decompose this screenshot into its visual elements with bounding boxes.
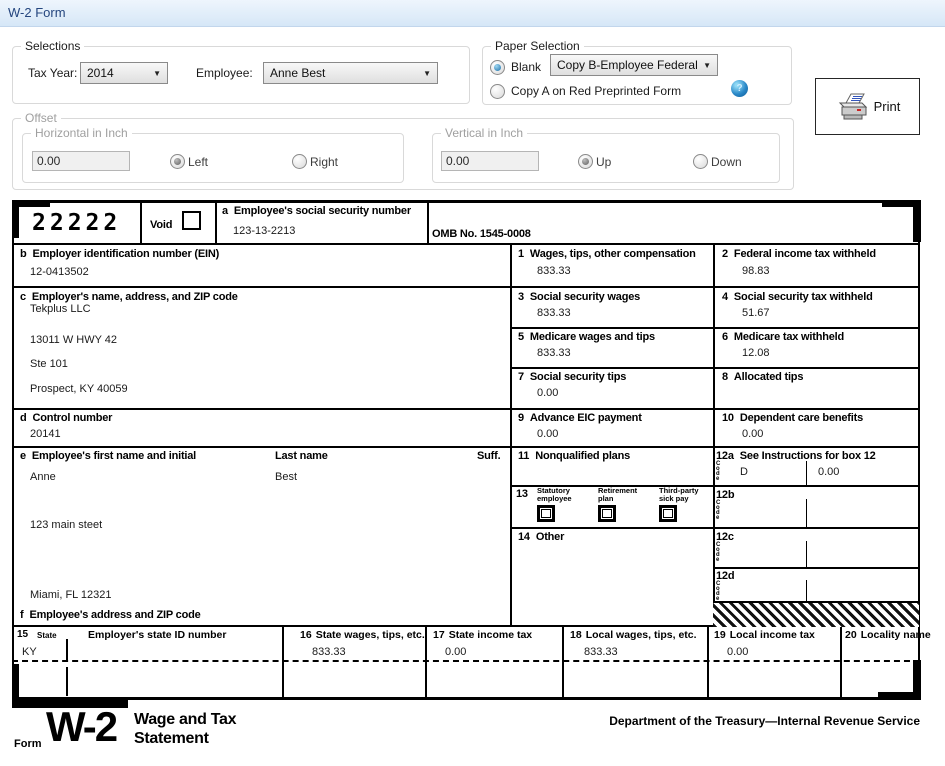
divider: [12, 408, 920, 410]
up-radio[interactable]: [578, 154, 593, 169]
form-title-line-2: Statement: [134, 730, 209, 747]
box-b-label: b Employer identification number (EIN): [20, 248, 220, 260]
up-radio-label: Up: [596, 155, 612, 169]
box-2-label: 2 Federal income tax withheld: [722, 248, 876, 260]
copy-type-value: Copy B-Employee Federal: [557, 58, 698, 72]
corner-mark: [878, 692, 921, 700]
employee-city: Miami, FL 12321: [30, 589, 112, 601]
box-15-label: 15: [17, 629, 29, 640]
last-name-label: Last name: [275, 450, 328, 462]
box-4-value: 51.67: [742, 307, 770, 319]
employer-address-2: Ste 101: [30, 358, 68, 370]
divider: [806, 499, 807, 527]
retirement-plan-checkbox: [598, 505, 616, 522]
divider: [12, 200, 920, 203]
dashed-divider: [12, 660, 920, 662]
printer-icon: [835, 91, 871, 123]
chevron-down-icon: ▼: [153, 68, 161, 78]
suffix-label: Suff.: [477, 450, 501, 462]
state-sub-label: State: [37, 631, 57, 640]
box-c-label: c Employer's name, address, and ZIP code: [20, 291, 238, 303]
box-17-label: 17 State income tax: [433, 629, 533, 641]
statutory-employee-label: Statutory employee: [537, 486, 572, 503]
help-icon[interactable]: ?: [731, 80, 748, 97]
employee-first-name: Anne: [30, 471, 56, 483]
down-radio[interactable]: [693, 154, 708, 169]
copy-a-radio[interactable]: [490, 84, 505, 99]
corner-mark: [12, 200, 19, 238]
retirement-plan-label: Retirement plan: [598, 486, 638, 503]
divider: [425, 625, 427, 698]
divider: [12, 200, 14, 700]
copy-type-select[interactable]: [550, 54, 718, 76]
box-a-label: a Employee's social security number: [222, 205, 411, 217]
box-15-state-value: KY: [22, 646, 37, 658]
box-2-value: 98.83: [742, 265, 770, 277]
box-12d-label: 12d: [716, 570, 735, 582]
horizontal-offset-input[interactable]: [32, 151, 130, 171]
divider: [427, 200, 429, 245]
box-14-label: 14 Other: [518, 531, 565, 543]
left-radio[interactable]: [170, 154, 185, 169]
chevron-down-icon: ▼: [423, 68, 431, 78]
tax-year-select[interactable]: [80, 62, 168, 84]
box-3-label: 3 Social security wages: [518, 291, 641, 303]
box-d-label: d Control number: [20, 412, 113, 424]
divider: [510, 327, 920, 329]
offset-group-label: Offset: [21, 111, 61, 125]
employer-address-1: 13011 W HWY 42: [30, 334, 118, 346]
divider: [707, 625, 709, 698]
treasury-label: Department of the Treasury—Internal Revenue Service: [609, 714, 920, 728]
employer-city: Prospect, KY 40059: [30, 383, 128, 395]
box-18-value: 833.33: [584, 646, 618, 658]
void-checkbox: [182, 211, 201, 230]
form-number: W-2: [46, 703, 117, 750]
divider: [12, 697, 920, 700]
copy-a-radio-label: Copy A on Red Preprinted Form: [511, 84, 682, 98]
statutory-employee-checkbox: [537, 505, 555, 522]
box-a-value: 123-13-2213: [233, 225, 296, 237]
blank-radio-label: Blank: [511, 60, 542, 74]
box-10-label: 10 Dependent care benefits: [722, 412, 864, 424]
divider: [713, 243, 715, 603]
divider: [713, 567, 920, 569]
paper-selection-group-label: Paper Selection: [491, 39, 584, 53]
box-7-value: 0.00: [537, 387, 559, 399]
box-11-label: 11 Nonqualified plans: [518, 450, 631, 462]
selections-group-label: Selections: [21, 39, 84, 53]
down-radio-label: Down: [711, 155, 742, 169]
box-16-label: 16 State wages, tips, etc.: [300, 629, 425, 641]
box-6-value: 12.08: [742, 347, 770, 359]
box-12c-label: 12c: [716, 531, 734, 543]
window-title-bar: [0, 0, 945, 27]
box-10-value: 0.00: [742, 428, 764, 440]
employee-address: 123 main steet: [30, 519, 103, 531]
employee-select[interactable]: [263, 62, 438, 84]
horizontal-offset-group-label: Horizontal in Inch: [31, 126, 132, 140]
divider: [12, 286, 920, 288]
tick: [66, 639, 68, 660]
divider: [510, 527, 920, 529]
divider: [840, 625, 842, 698]
box-e-label: e Employee's first name and initial: [20, 450, 197, 462]
hatched-area: [713, 601, 919, 627]
omb-number: OMB No. 1545-0008: [432, 228, 531, 240]
divider: [510, 243, 512, 625]
vertical-offset-group-label: Vertical in Inch: [441, 126, 527, 140]
third-party-sick-pay-checkbox: [659, 505, 677, 522]
box-12a-code-label: Code: [716, 461, 721, 482]
box-1-label: 1 Wages, tips, other compensation: [518, 248, 696, 260]
divider: [215, 200, 217, 245]
print-button-label: Print: [873, 99, 901, 114]
divider: [282, 625, 284, 698]
box-13-label: 13: [516, 488, 528, 500]
blank-radio[interactable]: [490, 60, 505, 75]
corner-mark: [12, 664, 19, 700]
box-d-value: 20141: [30, 428, 61, 440]
box-4-label: 4 Social security tax withheld: [722, 291, 873, 303]
tax-year-label: Tax Year:: [28, 66, 78, 80]
third-party-sick-pay-label: Third-party sick pay: [659, 486, 699, 503]
box-19-value: 0.00: [727, 646, 749, 658]
box-12a-value: 0.00: [818, 466, 840, 478]
box-12b-label: 12b: [716, 489, 735, 501]
employee-value: Anne Best: [270, 66, 326, 80]
tick: [66, 667, 68, 696]
form-code-22222: 22222: [32, 210, 122, 236]
box-17-value: 0.00: [445, 646, 467, 658]
left-radio-label: Left: [188, 155, 209, 169]
box-f-label: f Employee's address and ZIP code: [20, 609, 201, 621]
box-b-value: 12-0413502: [30, 266, 89, 278]
divider: [12, 446, 920, 448]
form-title-line-1: Wage and Tax: [134, 711, 237, 728]
box-9-value: 0.00: [537, 428, 559, 440]
box-5-value: 833.33: [537, 347, 571, 359]
window-title: W-2 Form: [8, 5, 66, 20]
box-12a-code: D: [740, 466, 748, 478]
employee-last-name: Best: [275, 471, 298, 483]
box-1-value: 833.33: [537, 265, 571, 277]
box-16-value: 833.33: [312, 646, 346, 658]
right-radio-label: Right: [310, 155, 339, 169]
print-button[interactable]: [815, 78, 920, 135]
employer-state-id-label: Employer's state ID number: [88, 629, 227, 641]
box-20-label: 20 Locality name: [845, 629, 931, 641]
box-9-label: 9 Advance EIC payment: [518, 412, 642, 424]
vertical-offset-input[interactable]: [441, 151, 539, 171]
box-12d-code-label: Code: [716, 581, 721, 602]
void-label: Void: [150, 219, 173, 231]
corner-mark: [913, 200, 921, 242]
divider: [510, 367, 920, 369]
divider: [12, 243, 920, 245]
right-radio[interactable]: [292, 154, 307, 169]
box-18-label: 18 Local wages, tips, etc.: [570, 629, 697, 641]
divider: [806, 580, 807, 601]
divider: [140, 200, 142, 245]
employer-name: Tekplus LLC: [30, 303, 91, 315]
form-word: Form: [14, 738, 42, 750]
box-3-value: 833.33: [537, 307, 571, 319]
tax-year-value: 2014: [87, 66, 114, 80]
box-12c-code-label: Code: [716, 542, 721, 563]
box-5-label: 5 Medicare wages and tips: [518, 331, 655, 343]
divider: [806, 541, 807, 567]
chevron-down-icon: ▼: [703, 60, 711, 70]
box-6-label: 6 Medicare tax withheld: [722, 331, 845, 343]
box-12a-label: 12a See Instructions for box 12: [716, 450, 876, 462]
box-8-label: 8 Allocated tips: [722, 371, 804, 383]
employee-label: Employee:: [196, 66, 253, 80]
divider: [806, 461, 807, 485]
box-12b-code-label: Code: [716, 500, 721, 521]
box-7-label: 7 Social security tips: [518, 371, 627, 383]
divider: [562, 625, 564, 698]
box-19-label: 19 Local income tax: [714, 629, 815, 641]
